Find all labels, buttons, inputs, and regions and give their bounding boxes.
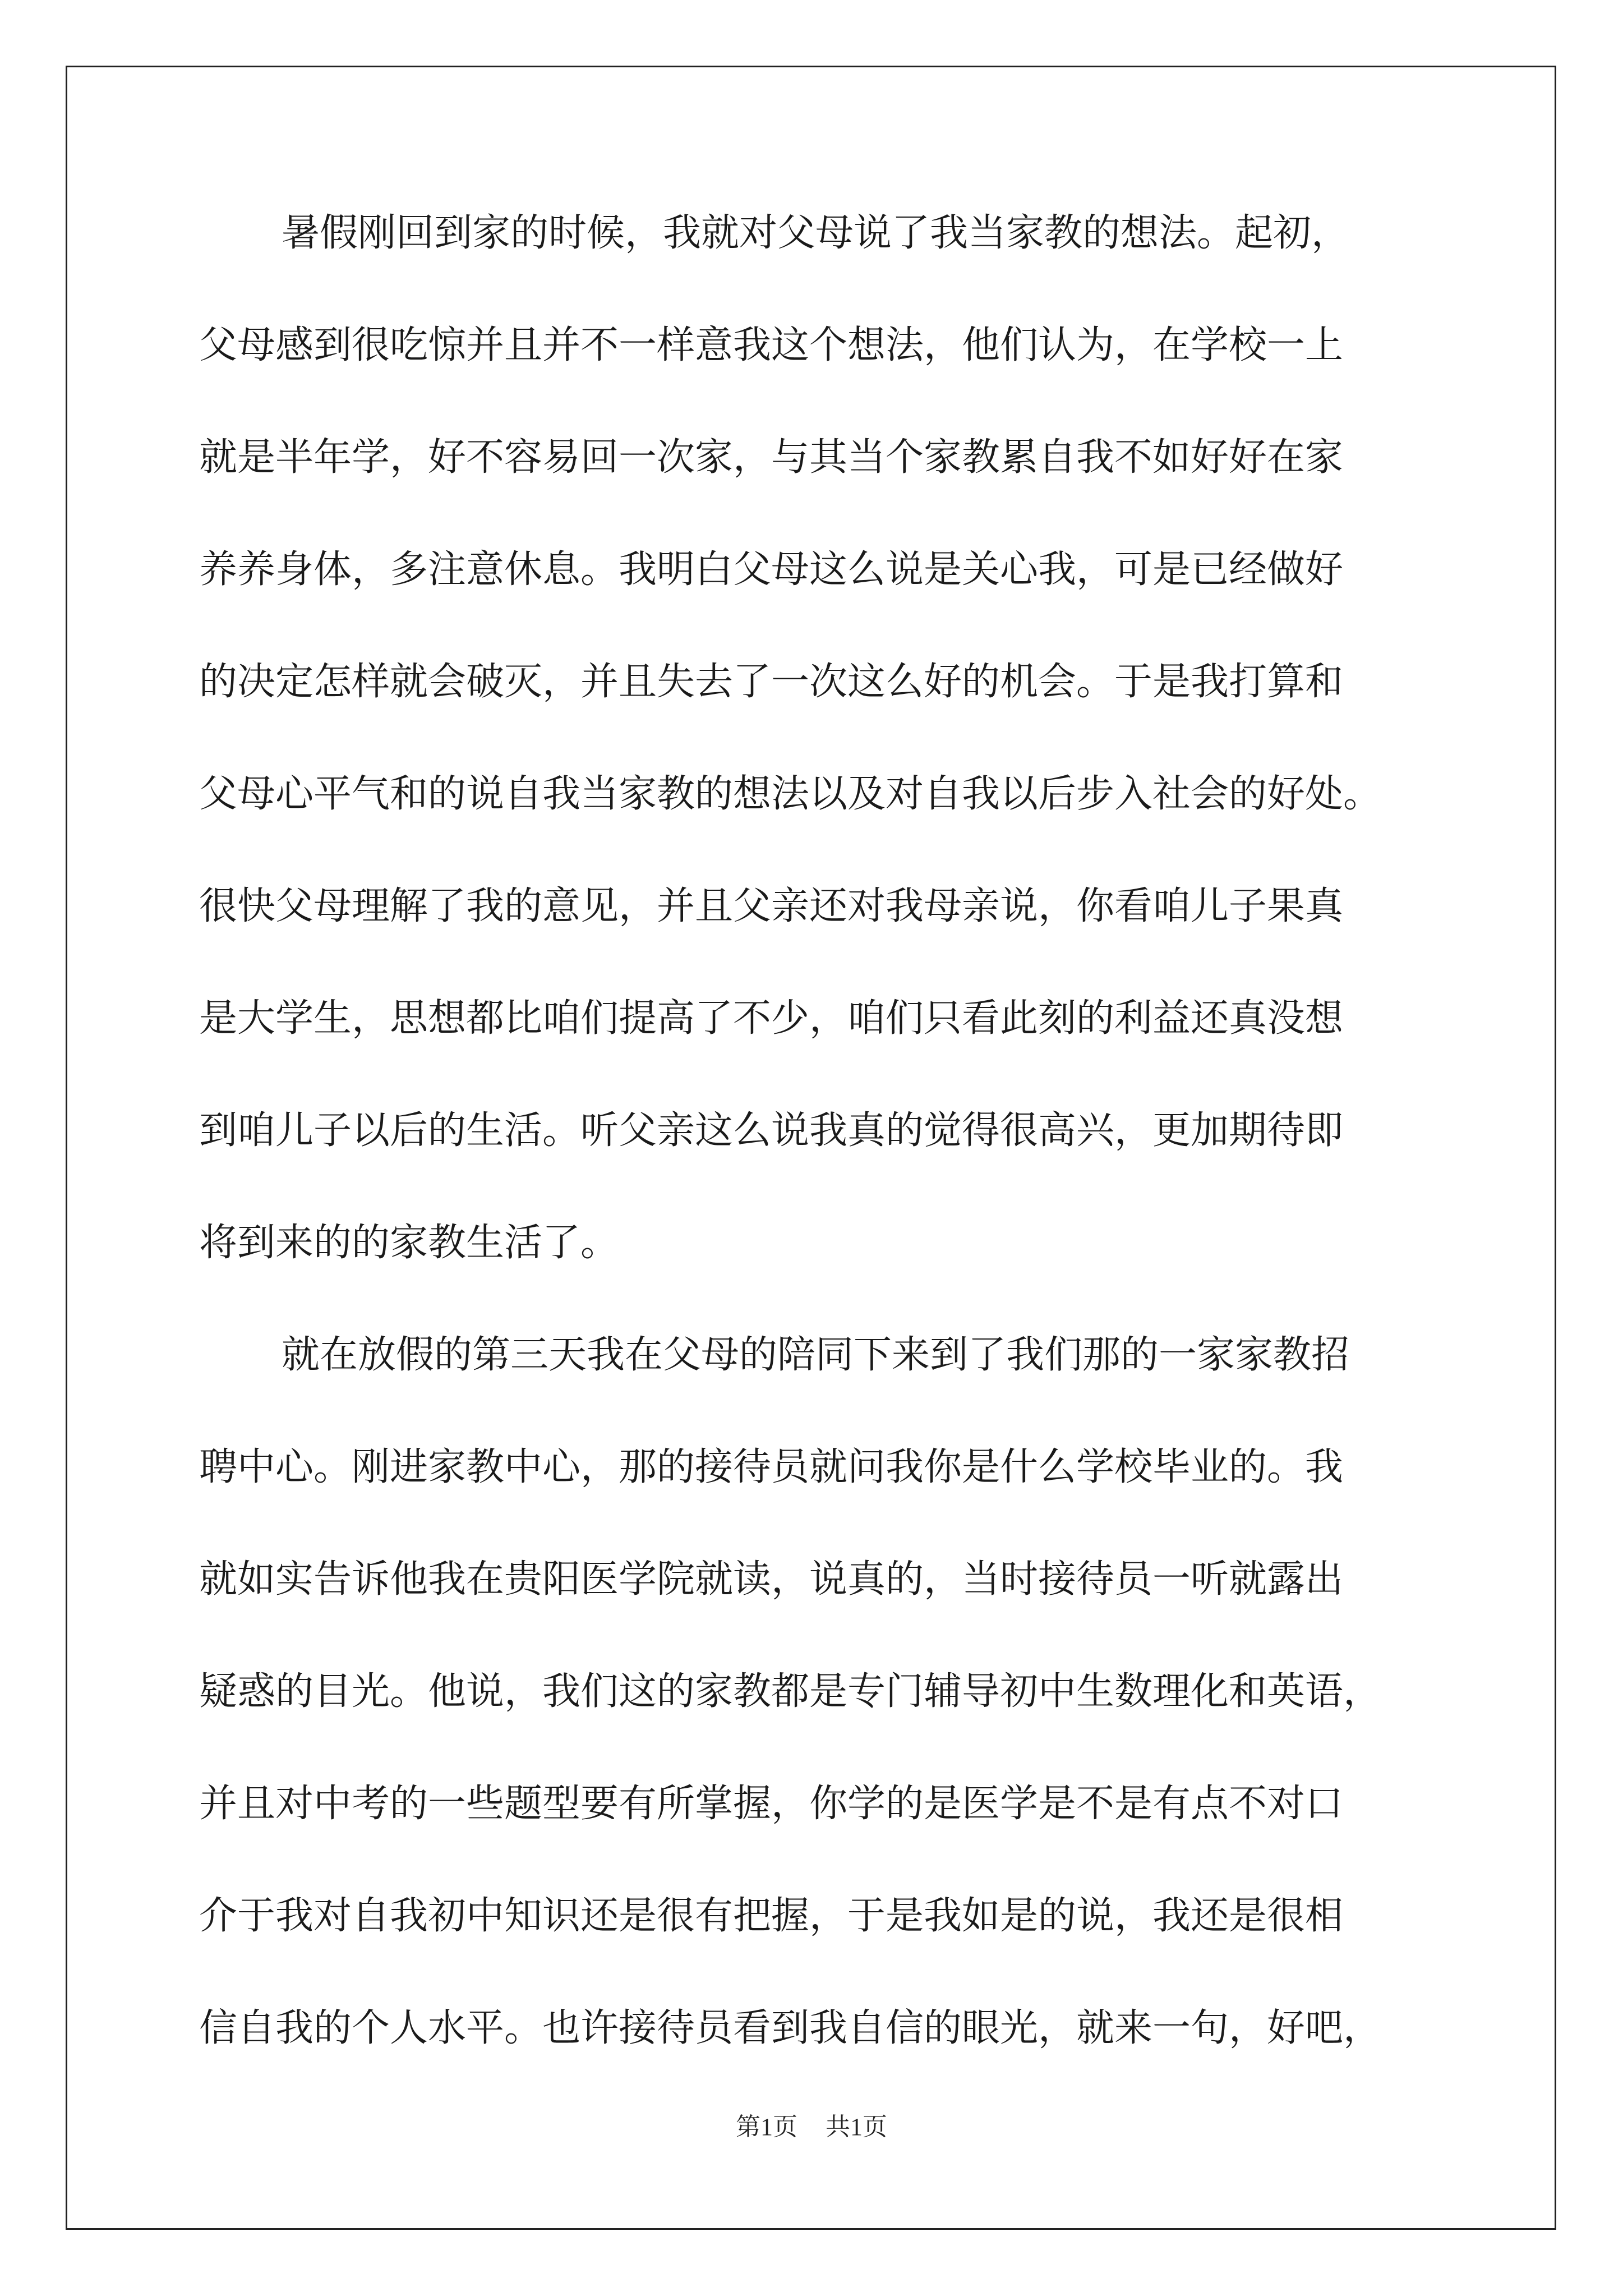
- paragraph-2-line-5: 并且对中考的一些题型要有所掌握，你学的是医学是不是有点不对口: [199, 1782, 1344, 1826]
- paragraph-2-line-2: 聘中心。刚进家教中心，那的接待员就问我你是什么学校毕业的。我: [199, 1445, 1344, 1489]
- paragraph-2-line-6: 介于我对自我初中知识还是很有把握，于是我如是的说，我还是很相: [199, 1894, 1344, 1938]
- paragraph-1-line-7: 很快父母理解了我的意见，并且父亲还对我母亲说，你看咱儿子果真: [199, 884, 1344, 928]
- paragraph-2-line-7: 信自我的个人水平。也许接待员看到我自信的眼光，就来一句，好吧，: [199, 2006, 1382, 2050]
- paragraph-1-line-4: 养养身体，多注意休息。我明白父母这么说是关心我，可是已经做好: [199, 547, 1344, 592]
- paragraph-1-line-1: 暑假刚回到家的时候，我就对父母说了我当家教的想法。起初，: [282, 211, 1350, 255]
- paragraph-1-line-3: 就是半年学，好不容易回一次家，与其当个家教累自我不如好好在家: [199, 435, 1344, 480]
- page-footer: [0, 2110, 1623, 2144]
- paragraph-1-line-9: 到咱儿子以后的生活。听父亲这么说我真的觉得很高兴，更加期待即: [199, 1108, 1344, 1153]
- paragraph-1-line-10: 将到来的的家教生活了。: [199, 1221, 619, 1265]
- paragraph-1-line-6: 父母心平气和的说自我当家教的想法以及对自我以后步入社会的好处。: [199, 772, 1382, 816]
- page-total-label: 共1页: [826, 2113, 887, 2141]
- paragraph-1-line-5: 的决定怎样就会破灭，并且失去了一次这么好的机会。于是我打算和: [199, 660, 1344, 704]
- page-number-label: 第1页: [736, 2113, 797, 2141]
- paragraph-1-line-2: 父母感到很吃惊并且并不一样意我这个想法，他们认为，在学校一上: [199, 323, 1344, 367]
- paragraph-2-line-1: 就在放假的第三天我在父母的陪同下来到了我们那的一家家教招: [282, 1333, 1350, 1377]
- paragraph-2-line-3: 就如实告诉他我在贵阳医学院就读，说真的，当时接待员一听就露出: [199, 1557, 1344, 1602]
- paragraph-1-line-8: 是大学生，思想都比咱们提高了不少，咱们只看此刻的利益还真没想: [199, 996, 1344, 1041]
- paragraph-2-line-4: 疑惑的目光。他说，我们这的家教都是专门辅导初中生数理化和英语，: [199, 1669, 1382, 1714]
